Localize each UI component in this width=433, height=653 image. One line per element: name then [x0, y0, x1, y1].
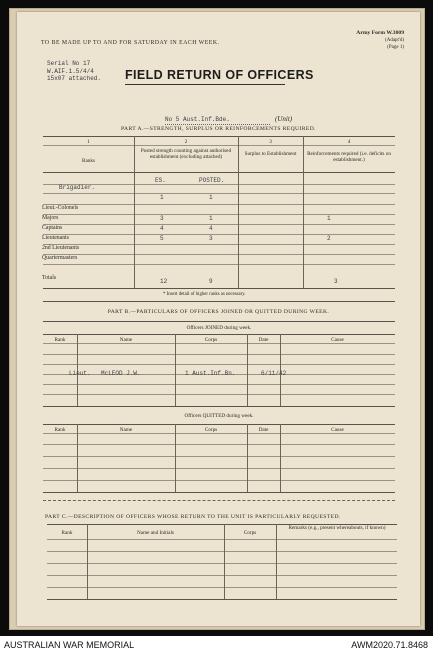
rank-2nd-lieutenants: 2nd Lieutenants	[42, 245, 80, 251]
posted-value: 1	[209, 194, 213, 201]
col-number: 4	[347, 139, 351, 145]
army-form-adapted: (Adapt'd)	[385, 38, 404, 43]
joined-rank: Lieut.	[69, 370, 91, 377]
part-a-footnote: * Insert detail of higher ranks as necessary.	[163, 292, 246, 297]
archive-footer	[0, 636, 433, 653]
quitted-col-date: Date	[258, 427, 269, 433]
rank-quartermasters: Quartermasters	[42, 255, 78, 261]
posted-value: 3	[209, 235, 213, 242]
col-header-reinforcements: Reinforcements required (i.e. deficits on establishment.)	[307, 151, 391, 163]
quitted-col-cause: Cause	[331, 427, 344, 433]
part-c-col-remarks: Remarks (e.g., present whereabouts, if known)	[288, 525, 386, 531]
title-underline	[125, 84, 285, 85]
est-value: 3	[160, 215, 164, 222]
joined-name: McLEOD J.W.	[101, 370, 141, 377]
joined-col-corps: Corps	[204, 337, 218, 343]
quitted-heading: Officers QUITTED during week.	[184, 413, 254, 419]
est-value: 4	[160, 225, 164, 232]
total-reinf: 3	[334, 278, 338, 285]
total-est: 12	[160, 278, 168, 285]
rank-brigadier: Brigadier.	[59, 184, 96, 191]
serial-line: W.AIF.1.5/4/4	[47, 67, 94, 75]
joined-date: 6/11/42	[261, 370, 287, 377]
reinf-value: 1	[327, 215, 331, 222]
typed-subhead-es: ES.	[155, 177, 166, 184]
col-number: 2	[184, 139, 188, 145]
part-b-heading: PART B.—PARTICULARS OF OFFICERS JOINED OR QUITTED DURING WEEK.	[107, 309, 330, 315]
rank-captains: Captains	[42, 225, 63, 231]
quitted-col-rank: Rank	[54, 427, 66, 433]
serial-line: Serial No 17	[47, 60, 91, 67]
serial-block	[47, 60, 101, 83]
unit-label: (Unit)	[275, 115, 293, 123]
total-posted: 9	[209, 278, 213, 285]
part-c-col-corps: Corps	[243, 530, 257, 536]
posted-value: 4	[209, 225, 213, 232]
posted-value: 1	[209, 215, 213, 222]
joined-corps: 1 Aust.Inf.Bn.	[185, 370, 236, 377]
footer-institution: AUSTRALIAN WAR MEMORIAL	[4, 640, 135, 650]
part-c-col-rank: Rank	[61, 530, 73, 536]
form-instruction: TO BE MADE UP TO AND FOR SATURDAY IN EACH WEEK.	[41, 40, 220, 46]
rank-majors: Majors	[42, 215, 59, 221]
joined-col-date: Date	[258, 337, 269, 343]
totals-label: Totals	[42, 275, 57, 281]
section-divider	[43, 500, 395, 501]
col-number: 1	[87, 139, 90, 145]
rank-lieut-colonels: Lieut.-Colonels	[42, 205, 79, 211]
serial-line: 15x07 attached.	[47, 75, 102, 82]
joined-col-cause: Cause	[331, 337, 344, 343]
est-value: 5	[160, 235, 164, 242]
unit-field: No 5 Aust.Inf.Bde.	[165, 116, 270, 125]
joined-heading: Officers JOINED during week.	[186, 325, 252, 331]
quitted-col-name: Name	[119, 427, 133, 433]
army-form-label: Army Form W.3009	[356, 30, 404, 36]
col-header-posted: Posted strength counting against authorised establishment (excluding attached)	[140, 148, 232, 160]
typed-subhead-posted: POSTED.	[199, 177, 225, 184]
army-form-number	[356, 30, 404, 51]
footer-accession-number: AWM2020.71.8468	[351, 640, 428, 650]
col-header-surplus: Surplus to Establishment	[244, 151, 297, 157]
est-value: 1	[160, 194, 164, 201]
army-form-page: (Page 1)	[387, 45, 404, 50]
joined-col-name: Name	[119, 337, 133, 343]
col-header-ranks: Ranks	[82, 158, 95, 164]
quitted-col-corps: Corps	[204, 427, 218, 433]
joined-col-rank: Rank	[54, 337, 66, 343]
reinf-value: 2	[327, 235, 331, 242]
part-c-heading: PART C.—DESCRIPTION OF OFFICERS WHOSE RETURN TO THE UNIT IS PARTICULARLY REQUESTED.	[45, 514, 341, 520]
part-a-heading: PART A.—STRENGTH, SURPLUS OR REINFORCEMENTS REQUIRED.	[121, 126, 316, 132]
document-page	[17, 12, 420, 626]
part-c-col-name: Name and Initials	[137, 530, 174, 536]
rank-lieutenants: Lieutenants	[42, 235, 70, 241]
col-number: 3	[269, 139, 272, 145]
form-title: FIELD RETURN OF OFFICERS	[125, 68, 314, 82]
